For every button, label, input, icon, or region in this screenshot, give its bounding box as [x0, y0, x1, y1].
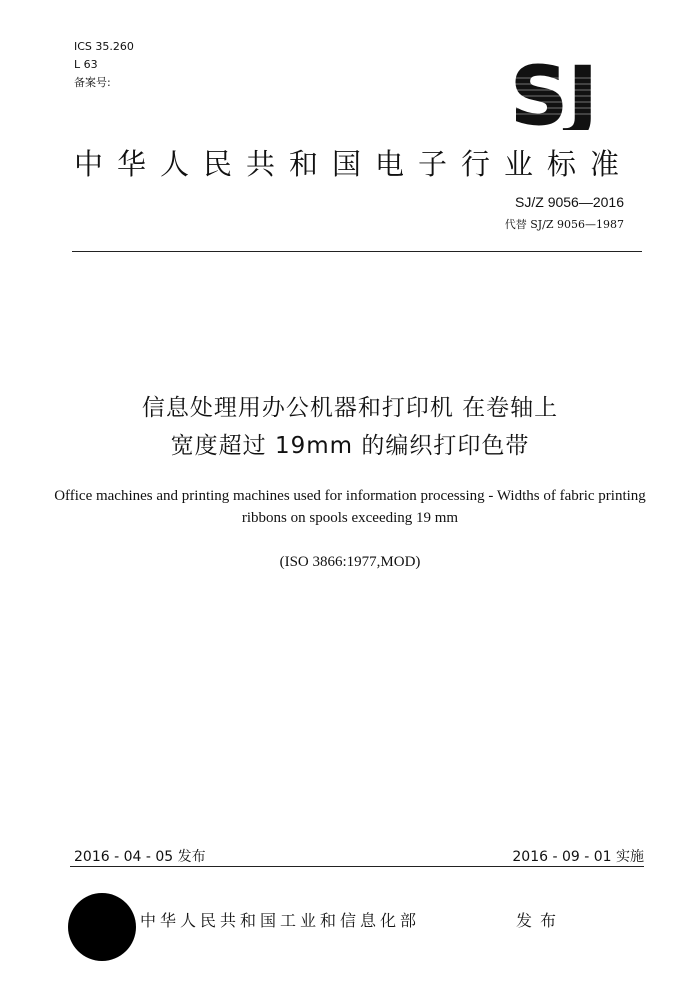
issuing-authority: 中华人民共和国工业和信息化部 [140, 911, 421, 930]
english-title: Office machines and printing machines used for information processing - Widths of fabric printing ribbons on spools exceeding 19 mm [54, 488, 646, 526]
chinese-title-line-1: 信息处理用办公机器和打印机 在卷轴上 [141, 395, 559, 421]
iso-reference: (ISO 3866:1977,MOD) [279, 554, 421, 570]
sj-logo-text: SJ [510, 62, 598, 130]
filing-number-label: 备案号: [74, 76, 111, 89]
sj-logo [496, 62, 612, 130]
implementation-date: 2016 - 09 - 01 实施 [512, 849, 644, 865]
organization-title: 中华人民共和国电子行业标准 [74, 147, 634, 181]
header-divider [72, 251, 642, 252]
chinese-title-line-2: 宽度超过 19mm 的编织打印色带 [170, 433, 530, 459]
replaces-standard: 代替 SJ/Z 9056—1987 [504, 218, 624, 231]
issue-label: 发布 [516, 911, 565, 930]
footer-divider [70, 866, 644, 867]
ics-code: ICS 35.260 [74, 40, 134, 53]
standard-code: SJ/Z 9056—2016 [515, 194, 624, 210]
issue-date: 2016 - 04 - 05 发布 [74, 849, 206, 865]
ccs-code: L 63 [74, 58, 98, 71]
publisher-seal-circle [68, 893, 136, 961]
